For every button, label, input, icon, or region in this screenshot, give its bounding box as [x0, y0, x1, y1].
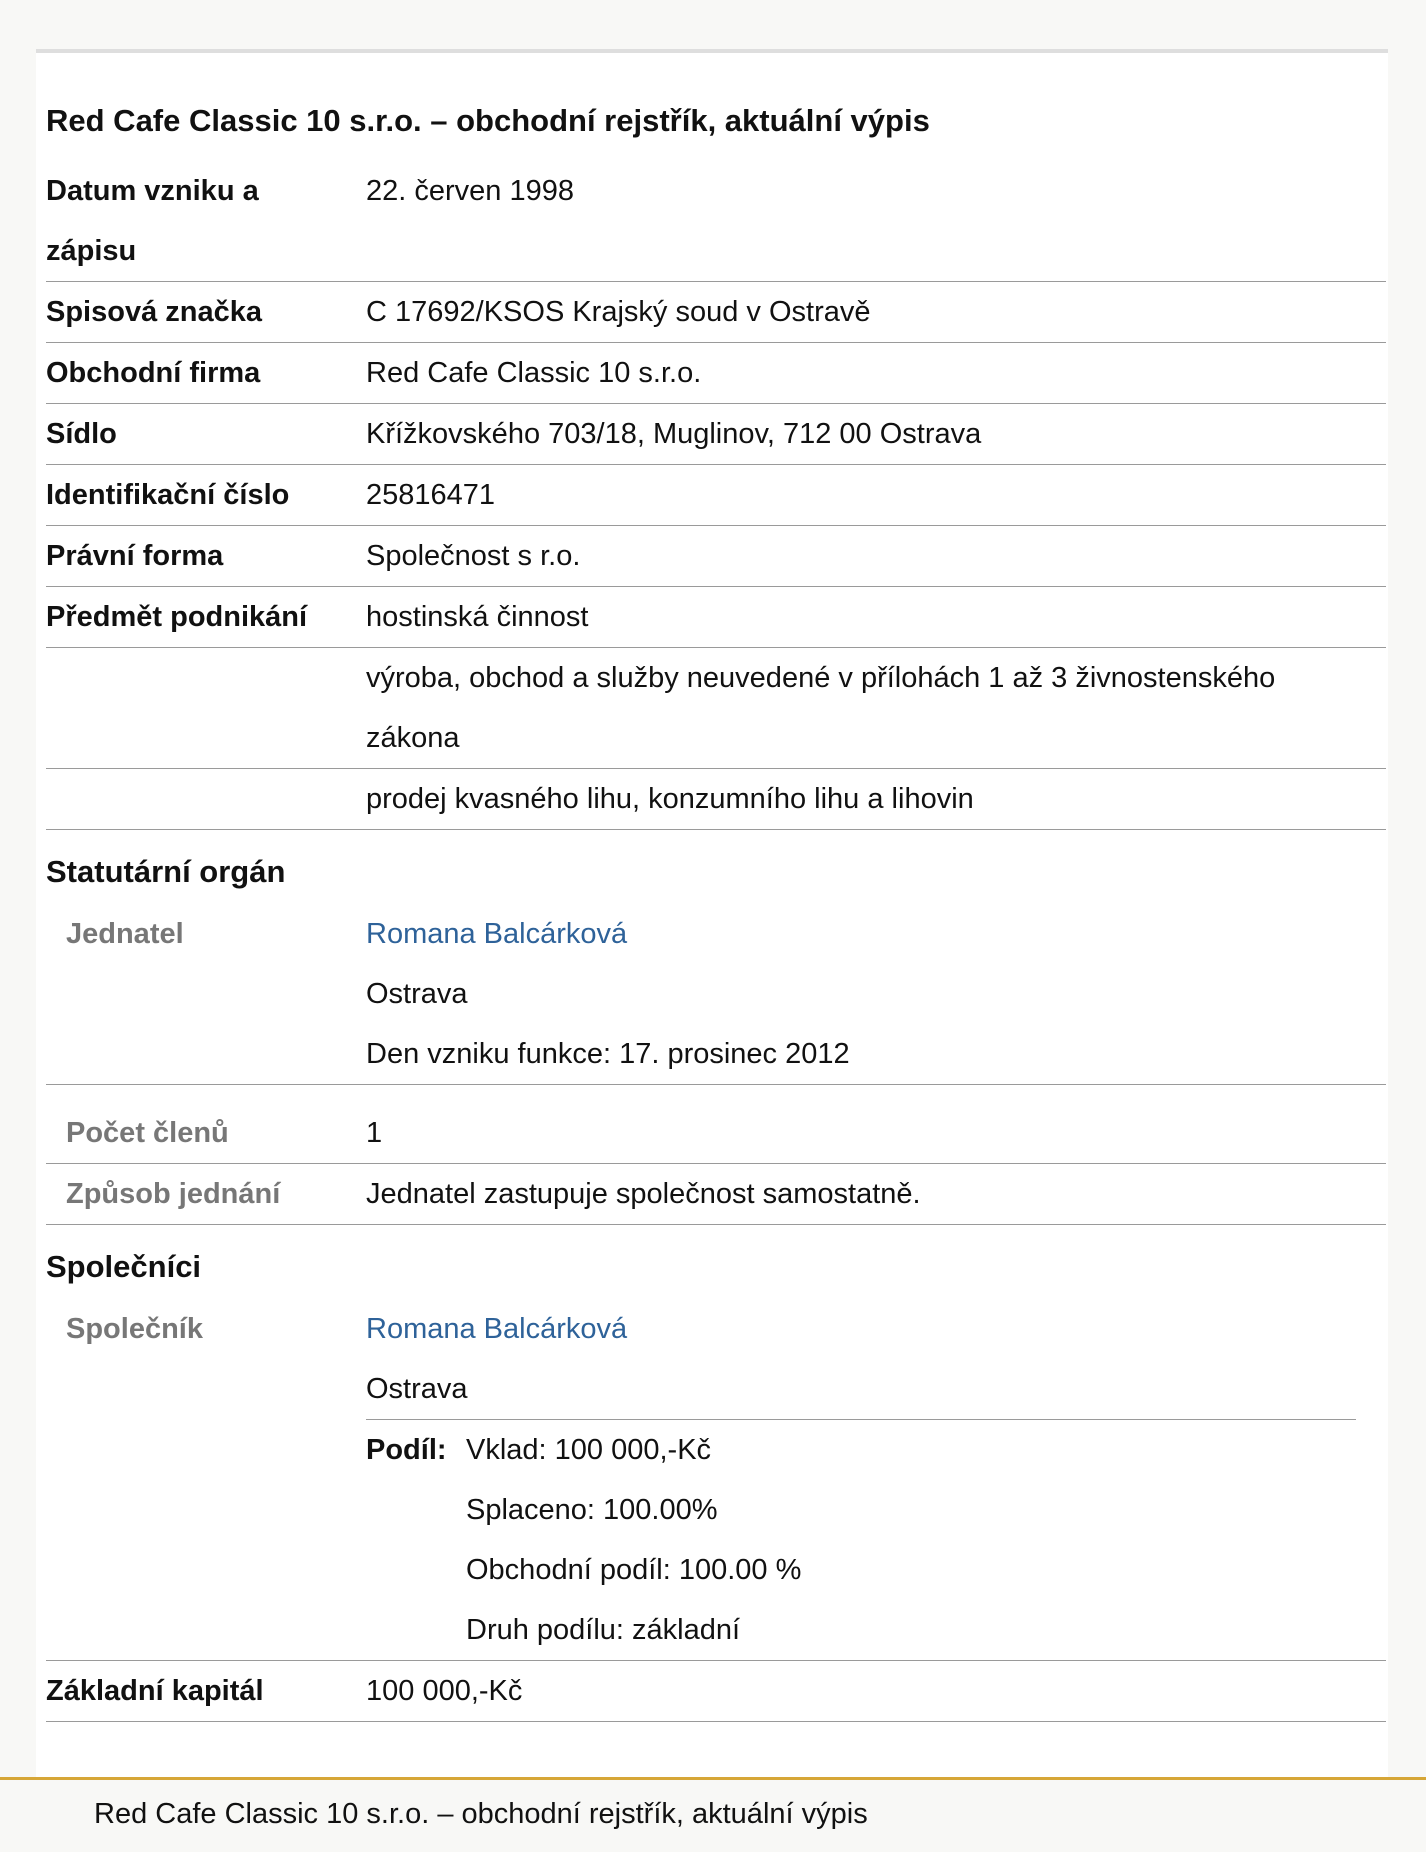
value-ico: 25816471 — [366, 479, 496, 511]
value-spolecnik — [366, 1299, 1386, 1660]
value-pravni-forma: Společnost s r.o. — [366, 540, 581, 572]
row-zakladni-kapital — [46, 1661, 1386, 1722]
label-datum-vzniku: Datum vzniku a zápisu — [46, 175, 259, 267]
value-jednatel — [366, 904, 1386, 1084]
podil-obchodni: Obchodní podíl: 100.00 % — [466, 1554, 802, 1586]
value-spisova-znacka: C 17692/KSOS Krajský soud v Ostravě — [366, 296, 871, 328]
spolecnik-city: Ostrava — [366, 1373, 468, 1405]
row-predmet-podnikani-2 — [46, 648, 1386, 769]
value-sidlo: Křížkovského 703/18, Muglinov, 712 00 Ostrava — [366, 418, 982, 450]
label-ico: Identifikační číslo — [46, 479, 290, 511]
value-predmet-item: prodej kvasného lihu, konzumního lihu a lihovin — [366, 783, 974, 815]
label-pocet-clenu: Počet členů — [66, 1117, 229, 1149]
footer-title: Red Cafe Classic 10 s.r.o. – obchodní rejstřík, aktuální výpis — [94, 1798, 868, 1830]
label-pravni-forma: Právní forma — [46, 540, 224, 572]
value-predmet-item: hostinská činnost — [366, 601, 589, 633]
value-zpusob-jednani: Jednatel zastupuje společnost samostatně. — [366, 1178, 921, 1210]
register-table — [46, 161, 1386, 1722]
row-sidlo — [46, 404, 1386, 465]
page-footer — [0, 1777, 1426, 1852]
label-sidlo: Sídlo — [46, 418, 117, 450]
section-statutarni-organ: Statutární orgán — [46, 854, 286, 889]
podil-label: Podíl: — [366, 1434, 447, 1466]
row-predmet-podnikani-3 — [46, 769, 1386, 830]
label-zakladni-kapital: Základní kapitál — [46, 1675, 264, 1707]
row-datum-vzniku — [46, 161, 1386, 282]
page-title: Red Cafe Classic 10 s.r.o. – obchodní rejstřík, aktuální výpis — [46, 103, 930, 138]
jednatel-since: Den vzniku funkce: 17. prosinec 2012 — [366, 1038, 850, 1070]
section-spolecnici: Společníci — [46, 1249, 202, 1284]
value-predmet-item: výroba, obchod a služby neuvedené v přílohách 1 až 3 živnostenského zákona — [366, 662, 1276, 754]
row-zpusob-jednani — [46, 1164, 1386, 1225]
value-pocet-clenu: 1 — [366, 1117, 383, 1149]
label-predmet-podnikani: Předmět podnikání — [46, 601, 308, 633]
row-pravni-forma — [46, 526, 1386, 587]
podil-block — [366, 1420, 1386, 1660]
podil-druh: Druh podílu: základní — [466, 1614, 741, 1646]
row-predmet-podnikani — [46, 587, 1386, 648]
label-spisova-znacka: Spisová značka — [46, 296, 262, 328]
row-pocet-clenu — [46, 1103, 1386, 1164]
row-jednatel — [46, 904, 1386, 1085]
row-spisova-znacka — [46, 282, 1386, 343]
jednatel-city: Ostrava — [366, 978, 468, 1010]
row-obchodni-firma — [46, 343, 1386, 404]
jednatel-name-link[interactable]: Romana Balcárková — [366, 918, 628, 950]
label-jednatel: Jednatel — [66, 918, 184, 950]
register-card — [36, 49, 1388, 1777]
value-zakladni-kapital: 100 000,-Kč — [366, 1675, 523, 1707]
label-obchodni-firma: Obchodní firma — [46, 357, 261, 389]
label-spolecnik: Společník — [66, 1313, 203, 1345]
row-spolecnik — [46, 1299, 1386, 1661]
podil-values — [466, 1420, 1386, 1660]
value-obchodni-firma: Red Cafe Classic 10 s.r.o. — [366, 357, 702, 389]
spolecnik-name-link[interactable]: Romana Balcárková — [366, 1313, 628, 1345]
label-zpusob-jednani: Způsob jednání — [66, 1178, 281, 1210]
row-ico — [46, 465, 1386, 526]
value-datum-vzniku: 22. červen 1998 — [366, 175, 574, 207]
podil-vklad: Vklad: 100 000,-Kč — [466, 1434, 712, 1466]
podil-splaceno: Splaceno: 100.00% — [466, 1494, 718, 1526]
